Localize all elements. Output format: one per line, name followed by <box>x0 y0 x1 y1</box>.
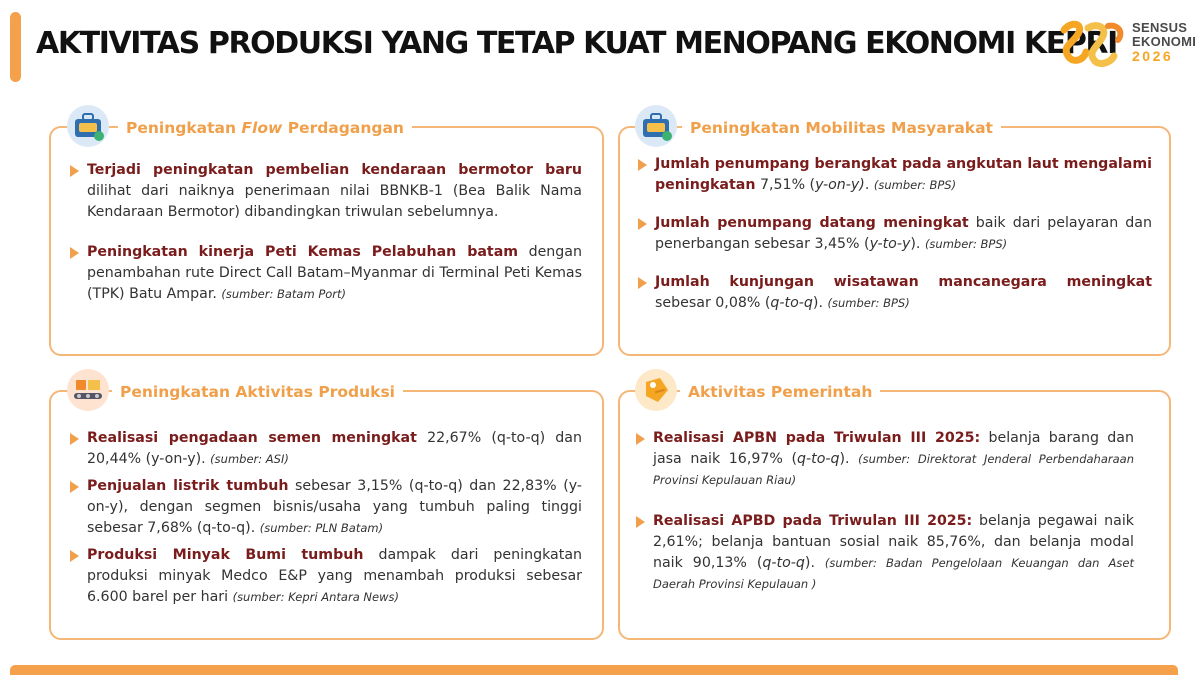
sensus-logo-mark-icon <box>1058 18 1128 70</box>
bullet-em: q-to-q <box>762 555 805 571</box>
bullet-source: (sumber: PLN Batam) <box>259 521 384 535</box>
bullet-em: q-to-q <box>770 295 813 311</box>
bullet-highlight: Jumlah penumpang berangkat pada angkutan laut mengalami peningkatan <box>655 156 1152 193</box>
list-item <box>68 160 582 223</box>
bullet-highlight: Realisasi APBD pada Triwulan III 2025: <box>653 513 973 529</box>
list-item <box>634 428 1134 491</box>
list-item <box>68 545 582 608</box>
bullet-source: (sumber: BPS) <box>873 178 957 192</box>
bullet-source: (sumber: Kepri Antara News) <box>232 590 399 604</box>
list-item <box>636 154 1152 196</box>
price-tag-icon <box>634 368 678 412</box>
card-title-post: Perdagangan <box>282 119 404 137</box>
bullet-text: 7,51% ( <box>755 177 816 193</box>
bullet-highlight: Terjadi peningkatan pembelian kendaraan bermotor baru <box>87 162 582 178</box>
bullet-list-aktivitas-produksi <box>68 428 582 608</box>
bottom-accent-bar <box>10 665 1178 675</box>
list-item <box>68 242 582 305</box>
bullet-text: belanja pegawai naik 2,61%; belanja bantuan sosial naik 85,76%, dan belanja modal naik 90,13% ( <box>653 513 1135 571</box>
list-item <box>636 213 1152 255</box>
bullet-text: dampak dari peningkatan produksi minyak Medco E&P yang menambah produksi sebesar 6.600 barel per hari <box>87 547 582 605</box>
briefcase-icon <box>634 104 678 148</box>
sensus-ekonomi-logo <box>1058 18 1197 70</box>
bullet-em: q-to-q <box>797 451 840 467</box>
list-item <box>68 428 582 470</box>
page-title: AKTIVITAS PRODUKSI YANG TETAP KUAT MENOPANG EKONOMI KEPRI <box>36 26 1117 61</box>
bullet-text: 22,67% (q-to-q) dan 20,44% (y-on-y). <box>87 430 582 467</box>
bullet-text: dilihat dari naiknya penerimaan nilai BBNKB-1 (Bea Balik Nama Kendaraan Bermotor) dibandingkan triwulan sebelumnya. <box>87 183 582 220</box>
logo-text <box>1132 21 1196 63</box>
bullet-list-mobilitas-masyarakat <box>636 154 1152 314</box>
card-title-aktivitas-produksi: Peningkatan Aktivitas Produksi <box>112 382 403 402</box>
bullet-text-2: . <box>864 177 874 193</box>
bullet-text-2: ). <box>839 451 859 467</box>
bullet-highlight: Peningkatan kinerja Peti Kemas Pelabuhan batam <box>87 244 519 260</box>
bullet-highlight: Realisasi pengadaan semen meningkat <box>87 430 417 446</box>
bullet-highlight: Jumlah kunjungan wisatawan mancanegara meningkat <box>655 274 1152 290</box>
list-item <box>68 476 582 539</box>
bullet-text: belanja barang dan jasa naik 16,97% ( <box>653 430 1134 467</box>
card-title-mobilitas-masyarakat: Peningkatan Mobilitas Masyarakat <box>682 118 1001 138</box>
bullet-list-flow-perdagangan <box>68 160 582 305</box>
left-accent-bar <box>10 12 21 82</box>
bullet-source: (sumber: BPS) <box>827 296 910 310</box>
bullet-source: (sumber: ASI) <box>210 452 289 466</box>
bullet-text: baik dari pelayaran dan penerbangan sebesar 3,45% ( <box>655 215 1152 252</box>
bullet-highlight: Penjualan listrik tumbuh <box>87 478 289 494</box>
briefcase-icon <box>66 104 110 148</box>
bullet-em: y-to-y <box>869 236 911 252</box>
card-title-em: Flow <box>241 119 283 137</box>
bullet-highlight: Produksi Minyak Bumi tumbuh <box>87 547 364 563</box>
logo-line-3: 2026 <box>1132 48 1174 64</box>
bullet-source: (sumber: Direktorat Jenderal Perbendaharaan Provinsi Kepulauan Riau) <box>653 452 1134 487</box>
logo-line-1: SENSUS <box>1132 20 1188 35</box>
bullet-list-aktivitas-pemerintah <box>634 428 1134 595</box>
bullet-text: dengan penambahan rute Direct Call Batam–Myanmar di Terminal Peti Kemas (TPK) Batu Ampar. <box>87 244 582 302</box>
card-title-aktivitas-pemerintah: Aktivitas Pemerintah <box>680 382 880 402</box>
list-item <box>636 272 1152 314</box>
bullet-text: sebesar 0,08% ( <box>655 295 771 311</box>
logo-line-2: EKONOMI <box>1132 34 1197 49</box>
card-title-flow-perdagangan <box>118 118 412 138</box>
list-item <box>634 511 1134 595</box>
bullet-text: sebesar 3,15% (q-to-q) dan 22,83% (y-on-y), dengan segmen bisnis/usaha yang tumbuh paling tinggi sebesar 7,68% (q-to-q). <box>87 478 583 536</box>
bullet-text-2: ). <box>910 236 925 252</box>
bullet-source: (sumber: Badan Pengelolaan Keuangan dan Aset Daerah Provinsi Kepulauan ) <box>653 556 1135 591</box>
bullet-source: (sumber: BPS) <box>924 237 1008 251</box>
bullet-highlight: Realisasi APBN pada Triwulan III 2025: <box>653 430 981 446</box>
bullet-highlight: Jumlah penumpang datang meningkat <box>655 215 969 231</box>
bullet-text-2: ). <box>804 555 825 571</box>
bullet-source: (sumber: Batam Port) <box>221 287 347 301</box>
conveyor-icon <box>66 368 110 412</box>
bullet-em: y-on-y) <box>815 177 865 193</box>
bullet-text-2: ). <box>812 295 828 311</box>
card-title-pre: Peningkatan <box>126 119 242 137</box>
